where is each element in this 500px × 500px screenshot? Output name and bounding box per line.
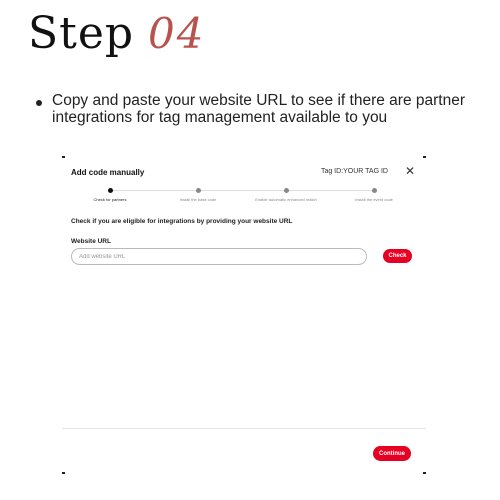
step-enable-enhanced-match xyxy=(251,188,321,202)
step-label: Enable automatic enhanced match xyxy=(255,197,317,202)
eligibility-prompt: Check if you are eligible for integrations by providing your website URL xyxy=(71,218,293,225)
close-icon[interactable]: ✕ xyxy=(404,164,416,178)
step-label: Install the event code xyxy=(355,197,393,202)
step-heading-word: Step xyxy=(28,8,135,59)
step-dot xyxy=(196,188,201,193)
bullet-dot-icon xyxy=(36,100,42,106)
step-heading-number: 04 xyxy=(148,9,206,58)
tag-id-label: Tag ID:YOUR TAG ID xyxy=(320,168,388,175)
step-heading xyxy=(28,8,205,59)
dialog-frame-top xyxy=(62,156,426,158)
continue-button[interactable]: Continue xyxy=(373,446,411,461)
dialog-frame-bottom xyxy=(62,472,426,474)
dialog-title: Add code manually xyxy=(71,168,145,177)
check-button[interactable]: Check xyxy=(383,249,412,263)
step-install-base-code xyxy=(163,188,233,202)
step-dot xyxy=(372,188,377,193)
website-url-label: Website URL xyxy=(71,238,111,245)
add-code-dialog xyxy=(62,156,426,474)
progress-stepper xyxy=(92,188,392,208)
step-install-event-code xyxy=(339,188,409,202)
instruction-bullet xyxy=(36,92,466,126)
instruction-text: Copy and paste your website URL to see if there are partner integrations for tag management available to you xyxy=(52,92,465,126)
step-dot xyxy=(284,188,289,193)
footer-divider xyxy=(62,428,426,429)
website-url-input[interactable] xyxy=(71,248,367,265)
step-label: Install the base code xyxy=(179,197,217,202)
step-dot-active xyxy=(108,188,113,193)
step-label: Check for partners xyxy=(93,197,127,202)
stepper-track xyxy=(110,190,374,191)
step-check-for-partners xyxy=(75,188,145,202)
